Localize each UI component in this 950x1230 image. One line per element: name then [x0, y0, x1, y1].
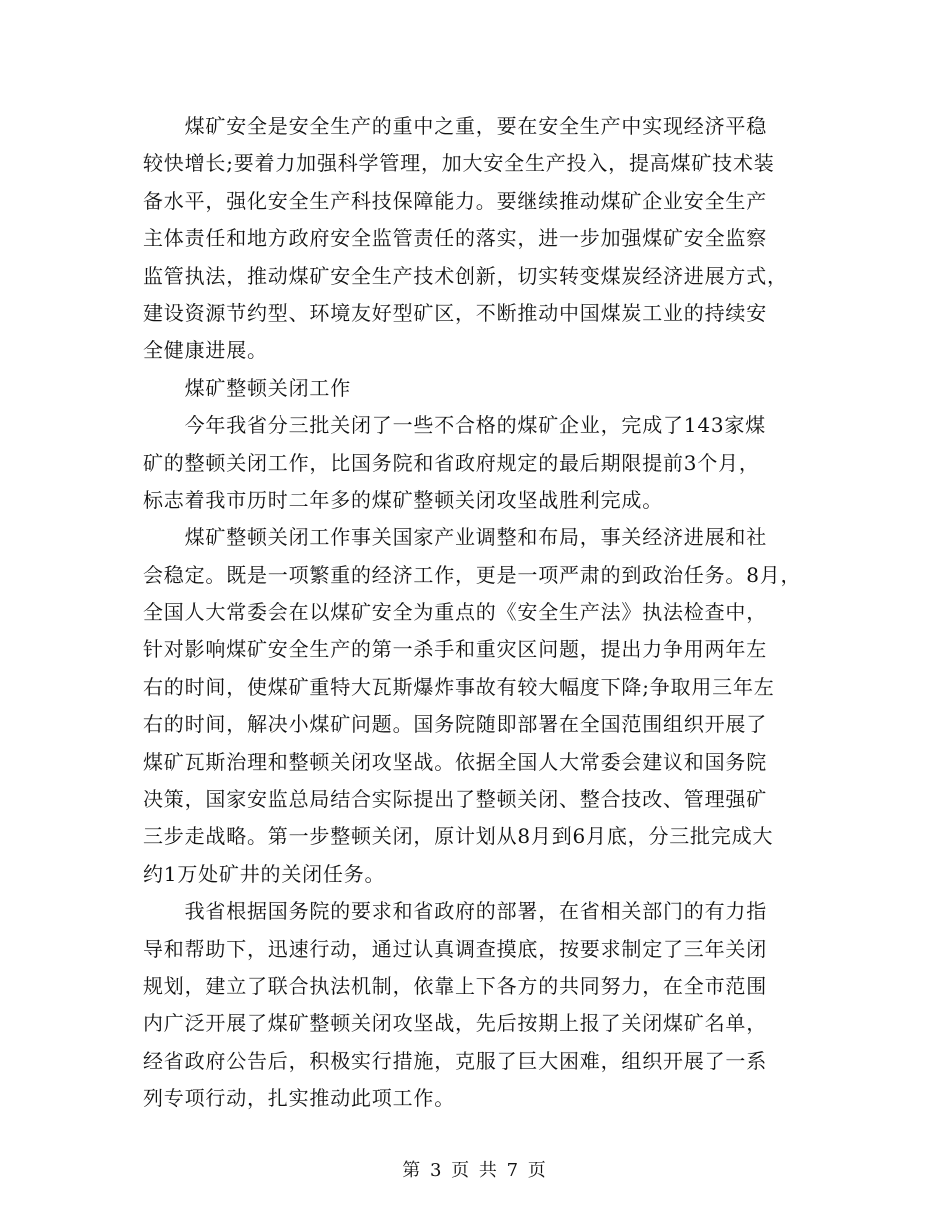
page-number-footer: 第 3 页 共 7 页	[402, 1160, 548, 1181]
text-line: 内广泛开展了煤矿整顿关闭攻坚战，先后按期上报了关闭煤矿名单，	[143, 1011, 767, 1036]
text-line: 右的时间，解决小煤矿问题。国务院随即部署在全国范围组织开展了	[143, 712, 767, 737]
text-line: 煤矿整顿关闭工作事关国家产业调整和布局，事关经济进展和社	[143, 525, 767, 550]
text-line: 今年我省分三批关闭了一些不合格的煤矿企业，完成了143家煤	[143, 413, 766, 438]
text-line: 决策，国家安监总局结合实际提出了整顿关闭、整合技改、管理强矿	[143, 787, 767, 812]
text-line: 监管执法，推动煤矿安全生产技术创新，切实转变煤炭经济进展方式，	[143, 263, 788, 288]
text-line: 约1万处矿井的关闭任务。	[143, 861, 386, 886]
text-line: 我省根据国务院的要求和省政府的部署，在省相关部门的有力指	[143, 899, 767, 924]
text-line: 全健康进展。	[143, 338, 268, 363]
text-line: 右的时间，使煤矿重特大瓦斯爆炸事故有较大幅度下降;争取用三年左	[143, 674, 775, 699]
text-line: 全国人大常委会在以煤矿安全为重点的《安全生产法》执法检查中，	[143, 600, 767, 625]
text-line: 煤矿安全是安全生产的重中之重，要在安全生产中实现经济平稳	[143, 114, 767, 138]
section-heading: 煤矿整顿关闭工作	[143, 375, 351, 400]
text-line: 三步走战略。第一步整顿关闭，原计划从8月到6月底，分三批完成大	[143, 824, 774, 849]
text-line: 经省政府公告后，积极实行措施，克服了巨大困难，组织开展了一系	[143, 1048, 767, 1073]
document-body	[143, 108, 815, 1118]
text-line: 矿的整顿关闭工作，比国务院和省政府规定的最后期限提前3个月，	[143, 450, 760, 475]
text-line: 主体责任和地方政府安全监管责任的落实，进一步加强煤矿安全监察	[143, 226, 767, 251]
text-line: 煤矿瓦斯治理和整顿关闭攻坚战。依据全国人大常委会建议和国务院	[143, 749, 767, 774]
text-line: 针对影响煤矿安全生产的第一杀手和重灾区问题，提出力争用两年左	[143, 637, 767, 662]
text-line: 规划，建立了联合执法机制，依靠上下各方的共同努力，在全市范围	[143, 973, 767, 998]
text-line: 导和帮助下，迅速行动，通过认真调查摸底，按要求制定了三年关闭	[143, 936, 767, 961]
text-line: 建设资源节约型、环境友好型矿区，不断推动中国煤炭工业的持续安	[143, 300, 767, 325]
text-line: 较快增长;要着力加强科学管理，加大安全生产投入，提高煤矿技术装	[143, 151, 775, 176]
text-line: 备水平，强化安全生产科技保障能力。要继续推动煤矿企业安全生产	[143, 188, 767, 213]
text-line: 标志着我市历时二年多的煤矿整顿关闭攻坚战胜利完成。	[143, 487, 663, 512]
text-line: 会稳定。既是一项繁重的经济工作，更是一项严肃的到政治任务。8月，	[143, 562, 802, 587]
text-line: 列专项行动，扎实推动此项工作。	[143, 1086, 455, 1111]
